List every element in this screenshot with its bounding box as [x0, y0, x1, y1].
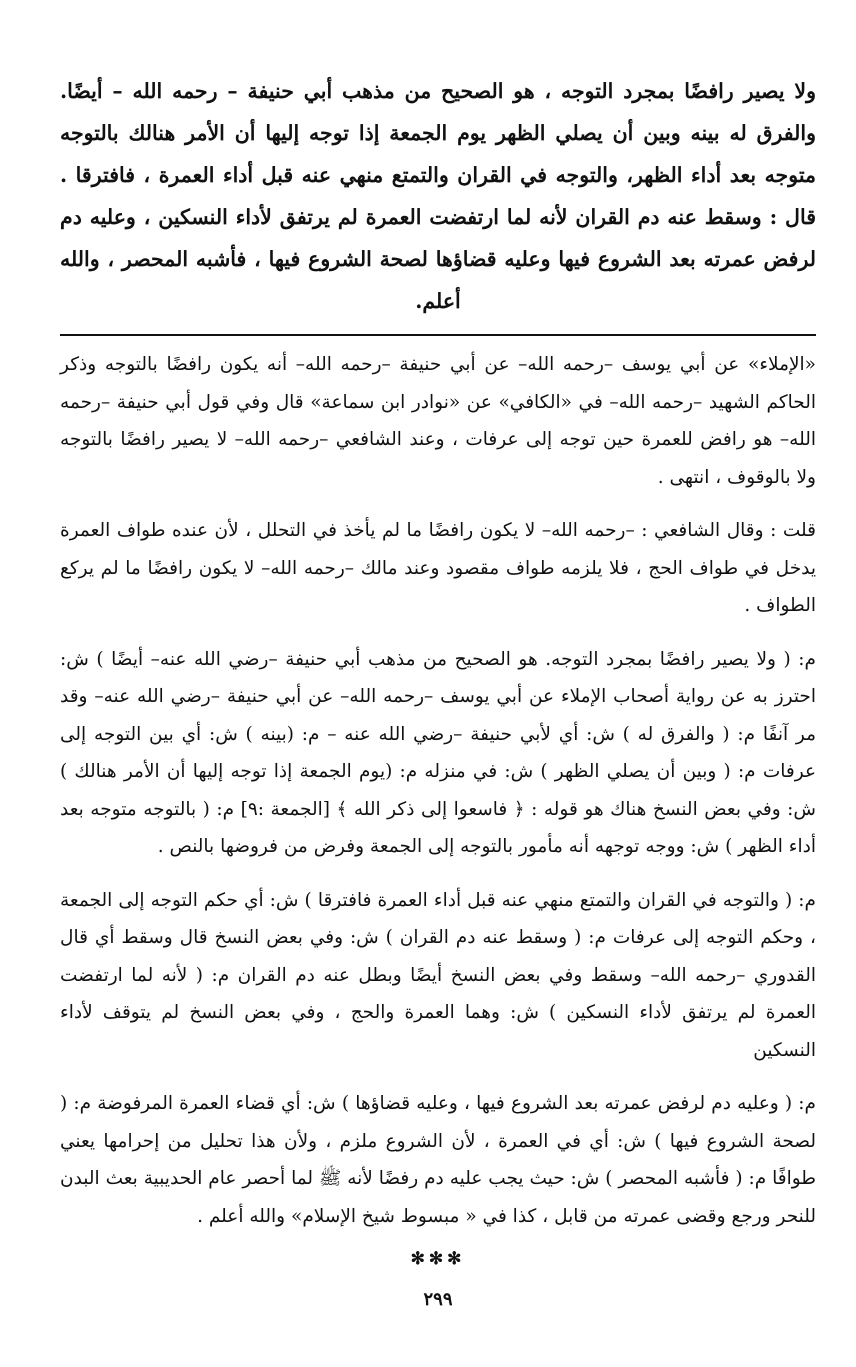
commentary-section — [60, 346, 816, 1235]
book-page — [60, 70, 816, 1367]
commentary-paragraph-5: م: ( وعليه دم لرفض عمرته بعد الشروع فيها ، وعليه قضاؤها ) ش: أي قضاء العمرة المرفوضة م: ( لصحة الشروع فيها ) ش: أي في العمرة ، لأن الشروع ملزم ، ولأن هذا تحليل من إحرامها يعني طوافًا م: ( فأشبه المحصر ) ش: حيث يجب عليه دم رفضًا لأنه ﷺ لما أحصر عام الحديبية بعث البدن للنحر ورجع وقضى عمرته من قابل ، كذا في « مبسوط شيخ الإسلام» والله أعلم . — [60, 1093, 816, 1227]
matn-text: ولا يصير رافضًا بمجرد التوجه ، هو الصحيح من مذهب أبي حنيفة – رحمه الله – أيضًا. والفرق له بينه وبين أن يصلي الظهر يوم الجمعة إذا توجه إليها أن الأمر هنالك بالتوجه متوجه بعد أداء الظهر، والتوجه في القران والتمتع منهي عنه قبل أداء العمرة ، فافترقا . قال : وسقط عنه دم القران لأنه لما ارتفضت العمرة لم يرتفق لأداء النسكين ، وعليه دم لرفض عمرته بعد الشروع فيها وعليه قضاؤها لصحة الشروع فيها ، فأشبه المحصر ، والله أعلم. — [60, 79, 816, 313]
section-divider — [60, 334, 816, 336]
asterism-separator: ✻✻✻ — [410, 1249, 466, 1269]
commentary-paragraph-2: قلت : وقال الشافعي : –رحمه الله– لا يكون رافضًا ما لم يأخذ في التحلل ، لأن عنده طواف العمرة يدخل في طواف الحج ، فلا يلزمه طواف مقصود وعند مالك –رحمه الله– لا يكون رافضًا ما لم يركع الطواف . — [60, 520, 816, 616]
commentary-paragraph-1: «الإملاء» عن أبي يوسف –رحمه الله– عن أبي حنيفة –رحمه الله– أنه يكون رافضًا بالتوجه وذكر الحاكم الشهيد –رحمه الله– في «الكافي» عن «نوادر ابن سماعة» قال وفي قول أبي حنيفة –رحمه الله– هو رافض للعمرة حين توجه إلى عرفات ، وعند الشافعي –رحمه الله– لا يصير رافضًا بالتوجه ولا بالوقوف ، انتهى . — [60, 354, 816, 488]
page-number: ٢٩٩ — [423, 1289, 453, 1310]
commentary-paragraph-4: م: ( والتوجه في القران والتمتع منهي عنه قبل أداء العمرة فافترقا ) ش: أي حكم التوجه إلى الجمعة ، وحكم التوجه إلى عرفات م: ( وسقط عنه دم القران ) ش: وفي بعض النسخ قال وسقط أي قال القدوري –رحمه الله– وسقط وفي بعض النسخ أيضًا وبطل عنه دم القران م: ( لأنه لما ارتفضت العمرة لم يرتفق لأداء النسكين ) ش: وهما العمرة والحج ، وفي بعض النسخ لم يتوقف لأداء النسكين — [60, 889, 816, 1061]
commentary-paragraph-3: م: ( ولا يصير رافضًا بمجرد التوجه. هو الصحيح من مذهب أبي حنيفة –رضي الله عنه– أيضًا ) ش: احترز به عن رواية أصحاب الإملاء عن أبي يوسف –رحمه الله– عن أبي حنيفة –رضي الله عنه– وقد مر آنفًا م: ( والفرق له ) ش: أي لأبي حنيفة –رضي الله عنه – م: (بينه ) ش: أي بين التوجه إلى عرفات م: ( وبين أن يصلي الظهر ) ش: في منزله م: (يوم الجمعة إذا توجه إليها أن الأمر هنالك ) ش: وفي بعض النسخ هناك هو قوله : ﴿ فاسعوا إلى ذكر الله ﴾ [الجمعة :٩] م: ( بالتوجه متوجه بعد أداء الظهر ) ش: ووجه توجهه أنه مأمور بالتوجه إلى الجمعة وفرض من فروضها بالنص . — [60, 648, 817, 857]
